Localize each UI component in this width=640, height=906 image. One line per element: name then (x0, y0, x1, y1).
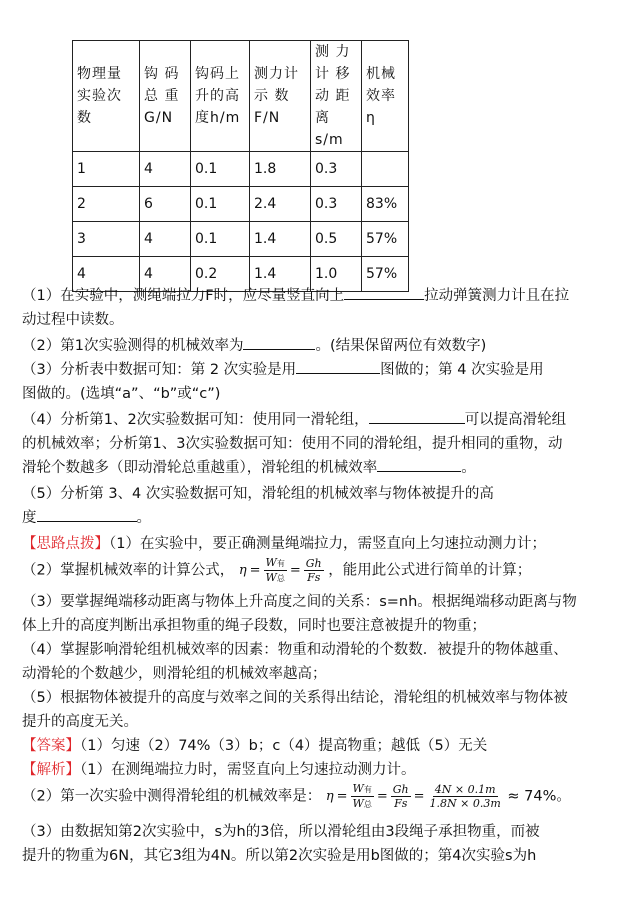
table-cell: 2.4 (250, 187, 311, 222)
table-cell: 1.4 (250, 222, 311, 257)
answer-line: 【答案】（1）匀速（2）74%（3）b；c（4）提高物重；越低（5）无关 (22, 738, 488, 754)
answer-label: 【答案】 (22, 738, 80, 754)
question-3-line: 图做的。(选填“a”、“b”或“c”) (22, 386, 221, 402)
question-5-line: （5）分析第 3、4 次实验数据可知，滑轮组的机械效率与物体被提升的高 (22, 486, 494, 502)
experiment-data-table (72, 40, 409, 292)
table-cell: 1.0 (311, 257, 362, 292)
table-cell: 57% (362, 222, 409, 257)
table-header-row (73, 41, 409, 152)
answer-blank (377, 457, 461, 472)
table-row (73, 222, 409, 257)
tip-line: （5）根据物体被提升的高度与效率之间的关系得出结论，滑轮组的机械效率与物体被 (22, 690, 568, 706)
table-cell: 4 (140, 222, 191, 257)
table-cell: 0.2 (191, 257, 250, 292)
answer-blank (243, 335, 315, 350)
table-cell: 0.5 (311, 222, 362, 257)
question-1-line: 动过程中读数。 (22, 312, 124, 328)
explanation-line: 【解析】（1）在测绳端拉力时，需竖直向上匀速拉动测力计。 (22, 762, 416, 778)
table-cell: 6 (140, 187, 191, 222)
question-4-line: 的机械效率；分析第1、3次实验数据可知：使用不同的滑轮组，提升相同的重物，动 (22, 436, 563, 452)
table-header-cell: 钩码上 升的高 度h/m (191, 41, 250, 152)
table-header-cell: 机械 效率 η (362, 41, 409, 152)
answer-blank (369, 409, 465, 424)
table-cell: 4 (140, 152, 191, 187)
table-cell: 0.3 (311, 187, 362, 222)
question-2-line: （2）第1次实验测得的机械效率为 。(结果保留两位有效数字) (22, 334, 486, 355)
tip-formula-line: （2）掌握机械效率的计算公式， η = $\frac{\text{W有}}{\text{W总}}$ = $\frac{Gh}{Fs}$ ，能用此公式进行简单的计算； (22, 556, 532, 584)
table-cell: 83% (362, 187, 409, 222)
tip-line: 动滑轮的个数越少，则滑轮组的机械效率越高； (22, 666, 327, 682)
table-cell: 0.1 (191, 152, 250, 187)
table-cell: 1 (73, 152, 140, 187)
table-cell: 0.1 (191, 187, 250, 222)
answer-blank (344, 285, 424, 300)
question-4-line: 滑轮个数越多（即动滑轮总重越重），滑轮组的机械效率 。 (22, 456, 476, 477)
answer-blank (296, 359, 380, 374)
table-cell: 2 (73, 187, 140, 222)
explanation-label: 【解析】 (22, 762, 80, 778)
table-cell: 1.8 (250, 152, 311, 187)
table-cell: 4 (140, 257, 191, 292)
question-1-line: （1）在实验中，测绳端拉力F时，应尽量竖直向上 拉动弹簧测力计且在拉 (22, 284, 569, 305)
table-cell: 1.4 (250, 257, 311, 292)
tip-line: 【思路点拨】（1）在实验中，要正确测量绳端拉力，需竖直向上匀速拉动测力计； (22, 536, 546, 552)
table-cell: 0.1 (191, 222, 250, 257)
answer-blank (37, 507, 137, 522)
tip-label: 【思路点拨】 (22, 536, 109, 552)
table-cell: 57% (362, 257, 409, 292)
question-5-line: 度 。 (22, 506, 151, 527)
table-header-cell: 钩 码 总 重 G/N (140, 41, 191, 152)
tip-line: 体上升的高度判断出承担物重的绳子段数，同时也要注意被提升的物重； (22, 618, 486, 634)
tip-line: （4）掌握影响滑轮组机械效率的因素：物重和动滑轮的个数数．被提升的物体越重、 (22, 642, 568, 658)
explanation-line: （3）由数据知第2次实验中，s为h的3倍，所以滑轮组由3段绳子承担物重，而被 (22, 824, 540, 840)
table-cell (362, 152, 409, 187)
efficiency-formula: η = $\frac{\text{W有}}{\text{W总}}$ = $\frac{Gh}{Fs}$ (238, 556, 322, 584)
table-row (73, 152, 409, 187)
efficiency-calculation: η = $\frac{\text{W有}}{\text{W总}}$ = $\frac{Gh}{Fs}$ = $\frac{4N \times 0.1m}{1.8N \times 0.3m}$ (325, 782, 501, 810)
table-header-cell: 测 力 计 移 动 距 离s/m (311, 41, 362, 152)
tip-line: （3）要掌握绳端移动距离与物体上升高度之间的关系：s=nh。根据绳端移动距离与物 (22, 594, 577, 610)
table-header-cell: 物理量 实验次 数 (73, 41, 140, 152)
explanation-formula-line: （2）第一次实验中测得滑轮组的机械效率是： η = $\frac{\text{W有}}{\text{W总}}$ = $\frac{Gh}{Fs}$ = $\frac{4N \times 0.1m}{1.8N \times 0.3m}$ ≈ 74%。 (22, 782, 571, 810)
table-cell: 0.3 (311, 152, 362, 187)
table-cell: 4 (73, 257, 140, 292)
explanation-line: 提升的物重为6N，其它3组为4N。所以第2次实验是用b图做的；第4次实验s为h (22, 848, 537, 864)
table-row (73, 187, 409, 222)
question-4-line: （4）分析第1、2次实验数据可知：使用同一滑轮组， 可以提高滑轮组 (22, 408, 566, 429)
tip-line: 提升的高度无关。 (22, 714, 138, 730)
table-cell: 3 (73, 222, 140, 257)
question-3-line: （3）分析表中数据可知：第 2 次实验是用 图做的；第 4 次实验是用 (22, 358, 544, 379)
table-header-cell: 测力计 示 数 F/N (250, 41, 311, 152)
